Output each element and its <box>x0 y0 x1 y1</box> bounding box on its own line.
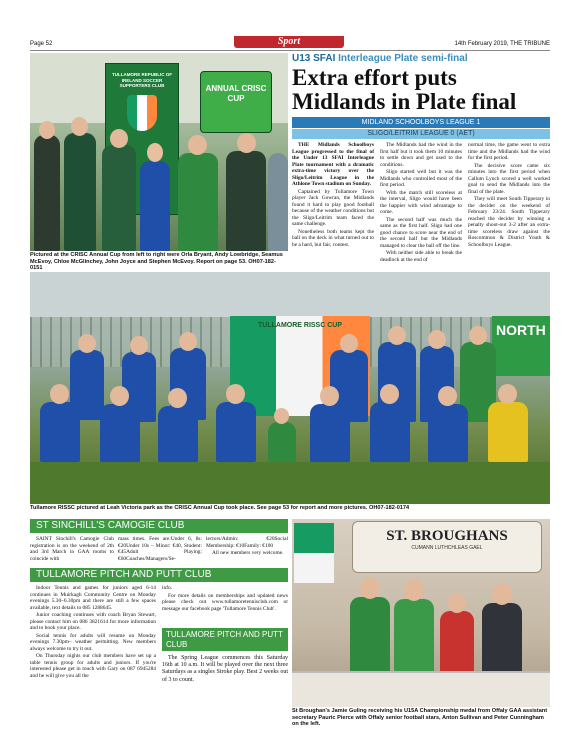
player-head <box>226 384 245 404</box>
pitch-text: On Thursday nights our club members have set up a table tennis group for adults and juniors. If you're interested please get in touch with Gary on 087 6945284 and he will give you all the <box>30 653 156 679</box>
headline-line-2: Midlands in Plate final <box>292 89 517 114</box>
supporters-banner-text: TULLAMORE REPUBLIC OF IRELAND SOCCER SUPPORTERS CLUB <box>112 72 172 88</box>
person-1 <box>34 135 60 251</box>
person-center-left-head <box>404 579 424 601</box>
person-3-head <box>110 129 128 148</box>
camogie-text: SAINT Sinchill's Camogie Club registration is on the weekend of 2th and 3rd March in GAA rooms to coincide with <box>30 536 114 562</box>
flag <box>294 523 334 583</box>
player-head <box>469 326 487 345</box>
article-paragraph: With neither side able to break the deadlock at the end of <box>380 250 462 263</box>
person-5 <box>178 153 218 251</box>
broughans-sign-line-2: CUMANN LUTHCHLEAS GAEL <box>411 545 483 551</box>
player-head <box>498 384 517 404</box>
article-kicker <box>292 53 550 64</box>
photo-sky <box>30 272 550 317</box>
player-front-row <box>268 422 296 462</box>
person-left-head <box>360 577 380 599</box>
pitch-text: Indoor Tennis and games for juniors aged 6-14 continues in Muirkagh Community Centre on Monday evenings 5.30–6.30pm and there are still a few spaces available, text details to 085 1288645. <box>30 585 156 611</box>
pitch-sub-title: TULLAMORE PITCH AND PUTT CLUB <box>162 628 288 651</box>
pitch-text: For more details on memberships and updated news please check out www.tullamoretennisclub.com or message our facebook page 'Tullamore Tennis Club'. <box>162 592 288 612</box>
player-front-row <box>158 406 198 462</box>
kicker-rest: Interleague Plate semi-final <box>335 53 468 64</box>
player-front-row <box>40 402 80 462</box>
pitch-column-2 <box>162 585 288 613</box>
article-paragraph: Captained by Tullamore Town player Jack Gowran, the Midlands found it hard to play good football because of the weather conditions but the Sligo/Leitrim team faced the same challenge. <box>292 188 374 227</box>
player-front-row <box>488 402 528 462</box>
rissc-banner-text: TULLAMORE RISSC CUP <box>258 322 342 329</box>
person-1-head <box>39 121 55 139</box>
pitch-grass <box>30 462 550 504</box>
article-paragraph: Nonetheless both teams kept the ball on the deck in what turned out to be a hard, but fair, contest. <box>292 228 374 248</box>
article-column-1 <box>292 142 374 249</box>
broughans-sign <box>352 521 542 573</box>
player-head <box>168 388 187 408</box>
person-2-head <box>71 117 88 136</box>
pitch-putt-section-title: TULLAMORE PITCH AND PUTT CLUB <box>30 568 288 582</box>
player-head <box>50 384 69 404</box>
page-number: Page 52 <box>30 41 53 47</box>
headline-line-1: Extra effort puts <box>292 65 457 90</box>
article-paragraph: Sligo started well but it was the Midlands who controlled most of the first period. <box>380 169 462 188</box>
north-board-text: NORTH <box>496 322 546 338</box>
photo2-caption: Tullamore RISSC pictured at Leah Victoria park as the CRISC Annual Cup took place. See page 53 for report and more pictures. OH07-182-0174 <box>30 505 410 511</box>
player-head <box>78 334 96 353</box>
player-head <box>179 332 197 351</box>
pitch-text: Social tennis for adults will resume on Monday evenings 7.30pm– weather permitting. New members always welcome to try it out. <box>30 632 156 652</box>
score-strip-sligo: SLIGO/LEITRIM LEAGUE 0 (AET) <box>292 129 550 139</box>
camogie-text: All new members very welcome. <box>212 550 284 556</box>
section-label: Sport <box>234 36 344 48</box>
person-6 <box>226 151 266 251</box>
article-paragraph: They will meet South Tipperary in the decider on the weekend of February 23/24. South Tipperary reached the decider by winning a penalty shoot-out 3-2 after an extra-time scoreless draw against the Roscommon & District Youth & Schoolboys League. <box>468 196 550 248</box>
camogie-column-2 <box>118 536 202 563</box>
person-right-head <box>492 583 512 605</box>
photo-tullamore-rissc-team <box>30 272 550 504</box>
publication-date: 14th February 2019, THE TRIBUNE <box>454 41 550 47</box>
player-head <box>388 326 406 345</box>
camogie-column-1 <box>30 536 114 563</box>
article-paragraph: The Midlands had the wind in the first half but it took them 10 minutes to settle down and get used to the conditions. <box>380 142 462 168</box>
cup-sign-text: ANNUAL CRISC CUP <box>205 84 267 103</box>
cup-sign <box>200 71 272 133</box>
score-strip-midland: MIDLAND SCHOOLBOYS LEAGUE 1 <box>292 117 550 128</box>
person-4-head <box>147 143 163 162</box>
photo-st-broughans-medal <box>292 519 550 713</box>
player-front-row <box>216 402 256 462</box>
player-head <box>340 334 358 353</box>
photo3-caption: St Broughan's Jamie Guling receiving his U15A Championship medal from Offaly GAA assistant secretary Pauric Pierce with Offaly senior football stars, Anton Sullivan and Peter Cunningham on the left. <box>292 707 550 728</box>
person-5-head <box>188 135 207 155</box>
article-paragraph: The second half was much the same as the first half. Sligo had one good chance to score near the end of the second half but the Midlands managed to clear the ball off the line. <box>380 216 462 249</box>
player-front-row <box>100 404 140 462</box>
header-rule <box>30 50 550 51</box>
kicker-prefix: U13 SFAI <box>292 53 336 64</box>
article-column-3 <box>468 142 550 249</box>
pitch-column-1 <box>30 585 156 680</box>
player-front-row <box>310 404 350 462</box>
photo-crisc-cup-group <box>30 53 288 251</box>
article-lead-paragraph: THE Midlands Schoolboys League progressed to the final of the Under 13 SFAI Interleague Plate tournament with a dramatic extra-time victory over the Sligo/Leitrim League in the Athlone Town stadium on Sunday. <box>292 142 374 187</box>
player-head <box>438 386 457 406</box>
camogie-section-title: ST SINCHILL'S CAMOGIE CLUB <box>30 519 288 533</box>
pitch-sub-text: The Spring League commences this Saturday 16th at 10 a.m. It will be played over the next three Saturdays as a singles Stroke play. Best 2 weeks out of 3 to count. <box>162 655 288 683</box>
pitch-text: info. <box>162 585 173 591</box>
article-column-2 <box>380 142 462 264</box>
article-paragraph: The decisive score came six minutes into the first period when Callum Lynch scored a well worked goal to send the Midlands into the final of the plate. <box>468 162 550 195</box>
north-board <box>492 316 550 376</box>
camogie-text: mass times. Fees are:Under 6, 8s: €20Under 10s – Minor: €40, Student: €45Adult Playing: €60Coaches/Managers/Se- <box>118 536 202 562</box>
photo1-caption: Pictured at the CRISC Annual Cup from left to right were Orla Bryant, Andy Lowbridge, Seamus McEvoy, Chloe McGlinchey, John Joyce and Stephen McEvoy. Report on page 53. OH07-182-0151 <box>30 252 283 272</box>
player-front-row <box>428 404 468 462</box>
camogie-text: lectors/Admin: €20Social Membership: €10Family: €100 <box>206 536 288 549</box>
pitch-text: Junior coaching continues with coach Bryan Stewart, please contact him on 086 3821614 for more information and to book your place. <box>30 612 156 631</box>
player-front-row <box>370 402 410 462</box>
player-head <box>380 384 399 404</box>
broughans-sign-line-1: ST. BROUGHANS <box>386 528 508 544</box>
person-4 <box>140 161 170 251</box>
pitch-sub-text-block <box>162 655 288 685</box>
person-7 <box>268 153 288 251</box>
person-center-head <box>448 593 466 613</box>
player-head <box>110 386 129 406</box>
person-6-head <box>237 133 256 153</box>
player-head <box>320 386 339 406</box>
article-headline <box>292 66 550 114</box>
article-paragraph: normal time, the game went to extra time and the Midlands had the wind for the first period. <box>468 142 550 161</box>
person-3 <box>102 145 136 251</box>
player-head <box>130 336 148 355</box>
child-head <box>274 408 289 424</box>
article-paragraph: With the match still scoreless at the interval, Sligo would have been the happier with wind advantage to come. <box>380 189 462 215</box>
tricolour-shield <box>127 95 157 131</box>
camogie-column-3 <box>206 536 288 558</box>
player-head <box>428 330 446 349</box>
person-2 <box>64 133 96 251</box>
